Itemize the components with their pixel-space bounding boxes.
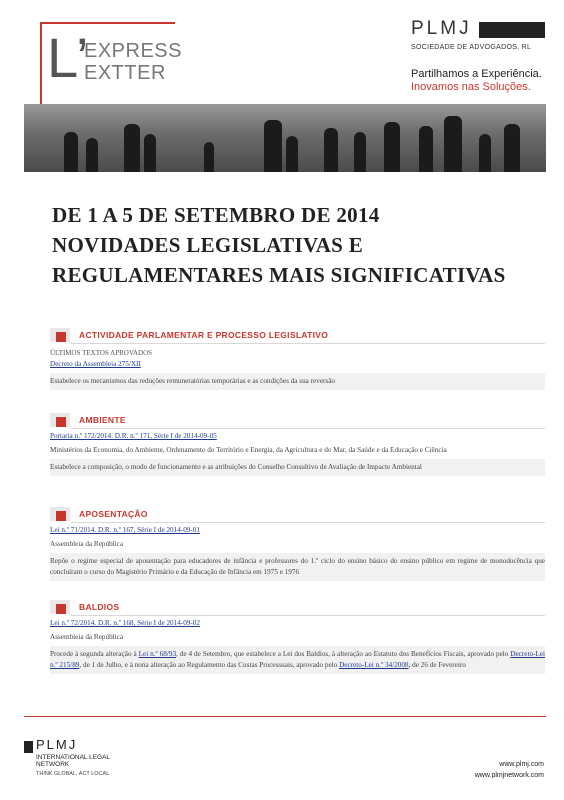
logo-extter: EXTTER xyxy=(84,62,166,84)
title-line-3: REGULAMENTARES MAIS SIGNIFICATIVAS xyxy=(52,263,506,287)
section-issuer: Assembleia da República xyxy=(50,633,124,641)
section-marker-accent xyxy=(56,511,66,521)
section-ambiente xyxy=(50,411,545,476)
page-title xyxy=(52,200,522,290)
plmj-network-link[interactable]: www.plmjnetwork.com xyxy=(474,772,544,779)
section-issuer: Ministérios da Economia, do Ambiente, Ordenamento do Território e Energia, da Agricultura e do Mar, da Saúde e da Educação e Ciência xyxy=(50,446,447,454)
title-line-2: NOVIDADES LEGISLATIVAS E xyxy=(52,233,364,257)
section-marker-accent xyxy=(56,417,66,427)
section-header xyxy=(50,326,545,344)
slogan-line-1: Partilhamos a Experiência. xyxy=(411,68,542,80)
section-aposentacao xyxy=(50,505,545,581)
section-marker-accent xyxy=(56,604,66,614)
section-header xyxy=(50,598,545,616)
firm-subtitle: SOCIEDADE DE ADVOGADOS, RL xyxy=(411,44,532,51)
section-title: BALDIOS xyxy=(79,602,120,612)
footer-network: INTERNATIONAL LEGAL NETWORK xyxy=(36,754,110,768)
lei-72-link[interactable]: Lei n.º 72/2014. D.R. n.º 168, Série I de 2014-09-02 xyxy=(50,619,200,627)
section-title: AMBIENTE xyxy=(79,415,126,425)
text-part: , de 1 de Julho, e à nona alteração ao Regulamento das Custas Processuais, aprovado pelo xyxy=(79,661,340,669)
section-actividade-parlamentar xyxy=(50,326,545,390)
footer-links xyxy=(475,759,544,781)
section-title: APOSENTAÇÃO xyxy=(79,509,148,519)
section-rule xyxy=(71,343,545,344)
firm-name: PLMJ xyxy=(411,18,472,39)
logo-express: EXPRESS xyxy=(84,40,182,62)
footer-tagline: THINK GLOBAL, ACT LOCAL xyxy=(36,771,110,777)
footer-brand: PLMJ xyxy=(36,737,78,752)
footer-rule xyxy=(24,716,546,717)
section-header xyxy=(50,505,545,523)
section-rule xyxy=(71,615,545,616)
section-text: Repõe o regime especial de aposentação para educadores de infância e professores do 1.º ciclo do ensino básico do ensino público em regime de monodocência que concluíram o curso do Magistério Primário e da Educação de Infância em 1975 e 1976 xyxy=(50,553,545,581)
section-rule xyxy=(71,522,545,523)
text-part: , de 26 de Fevereiro xyxy=(408,661,466,669)
section-baldios xyxy=(50,598,545,674)
section-marker-accent xyxy=(56,332,66,342)
lei-71-link[interactable]: Lei n.º 71/2014. D.R. n.º 167, Série I de 2014-09-01 xyxy=(50,526,200,534)
text-part: Procede à segunda alteração à xyxy=(50,650,139,658)
section-subheading: ÚLTIMOS TEXTOS APROVADOS xyxy=(50,349,153,357)
title-date-range: DE 1 A 5 DE SETEMBRO DE 2014 xyxy=(52,203,380,227)
decreto-lei-215-89-link[interactable]: Decreto-Lei n.º 215/89 xyxy=(50,650,546,669)
decreto-lei-34-2008-link[interactable]: Decreto-Lei n.º 34/2008 xyxy=(339,661,409,669)
header-banner-image xyxy=(24,104,546,172)
footer-logo-bar xyxy=(24,741,33,753)
logo-bar xyxy=(479,22,545,38)
slogan-line-2: Inovamos nas Soluções. xyxy=(411,81,531,93)
section-issuer: Assembleia da República xyxy=(50,540,124,548)
portaria-link[interactable]: Portaria n.º 172/2014. D.R. n.º 171, Série I de 2014-09-05 xyxy=(50,432,217,440)
section-text: Estabelece a composição, o modo de funcionamento e as atribuições do Conselho Consultivo de Avaliação de Impacte Ambiental xyxy=(50,459,545,476)
section-text: Estabelece os mecanismos das reduções remuneratórias temporárias e as condições da sua reversão xyxy=(50,373,545,390)
plmj-logo xyxy=(411,18,545,51)
section-title: ACTIVIDADE PARLAMENTAR E PROCESSO LEGISLATIVO xyxy=(79,330,329,340)
section-header xyxy=(50,411,545,429)
text-part: , de 4 de Setembro, que estabelece a Lei dos Baldios, à alteração ao Estatuto dos Benefícios Fiscais, aprovado pelo xyxy=(176,650,511,658)
section-text xyxy=(50,646,545,674)
section-rule xyxy=(71,428,545,429)
decreto-link[interactable]: Decreto da Assembleia 275/XII xyxy=(50,360,141,368)
logo-letter: L’ xyxy=(47,26,90,89)
plmj-website-link[interactable]: www.plmj.com xyxy=(499,761,544,768)
lei-68-93-link[interactable]: Lei n.º 68/93 xyxy=(138,650,177,658)
